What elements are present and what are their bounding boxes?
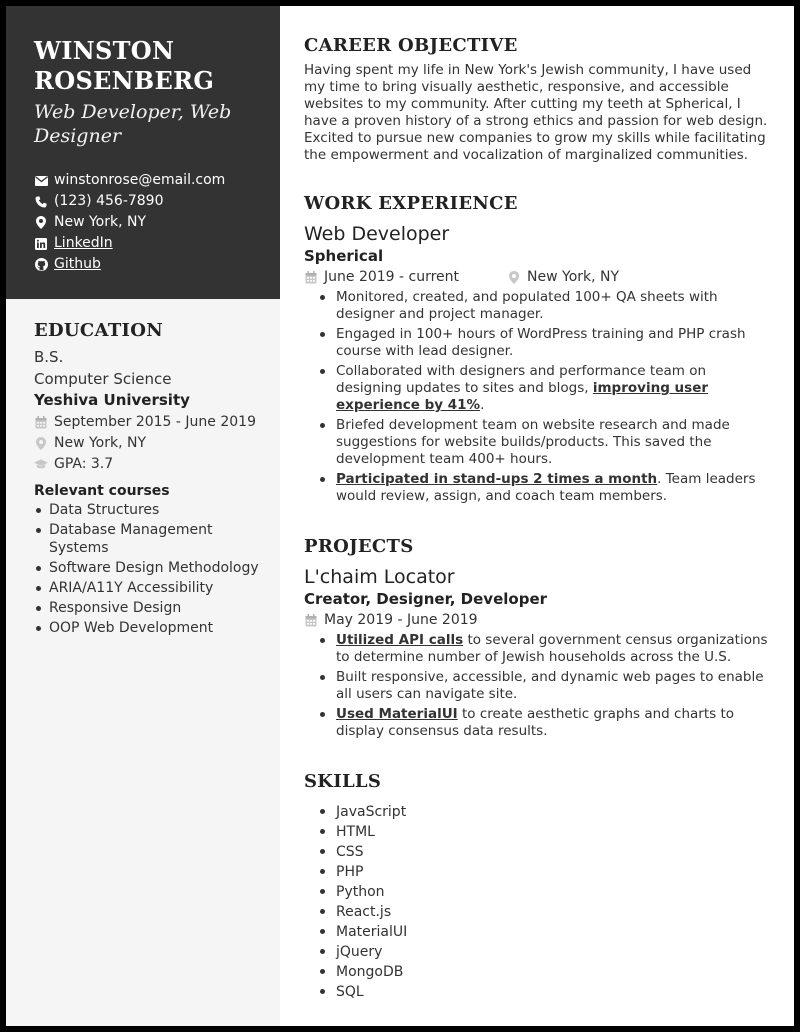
skill-item: HTML xyxy=(320,822,774,842)
skill-item: JavaScript xyxy=(320,802,774,822)
github-link[interactable]: Github xyxy=(54,256,101,272)
calendar-icon xyxy=(34,415,48,429)
linkedin-link[interactable]: LinkedIn xyxy=(54,235,113,251)
objective-text: Having spent my life in New York's Jewish community, I have used my time to bring visually aesthetic, responsive, and accessible websites to my community. After cutting my teeth at Spherical, I have a proven history of a strong ethics and passion for web design. Excited to pursue new companies to grow my skills while facilitating the empowerment and vocalization of marginalized communities. xyxy=(304,62,768,163)
bullet-text: Collaborated with designers and performance team on designing updates to sites and blogs, xyxy=(336,363,707,396)
job-bullet: Engaged in 100+ hours of WordPress training and PHP crash course with lead designer. xyxy=(320,326,774,360)
course-item: Database Management Systems xyxy=(34,521,264,557)
education-gpa xyxy=(34,454,264,475)
map-pin-icon xyxy=(34,216,48,230)
skill-item: Python xyxy=(320,882,774,902)
skills-list xyxy=(304,802,774,1002)
job-bullet: Monitored, created, and populated 100+ QA sheets with designer and project manager. xyxy=(320,289,774,323)
contact-github[interactable] xyxy=(34,254,264,275)
contact-email xyxy=(34,170,264,191)
highlight-link[interactable]: Utilized API calls xyxy=(336,632,464,648)
phone-text: (123) 456-7890 xyxy=(54,193,164,209)
candidate-name: WINSTON ROSENBERG xyxy=(34,36,215,95)
skill-item: jQuery xyxy=(320,942,774,962)
skill-item: PHP xyxy=(320,862,774,882)
job-bullet xyxy=(320,471,774,505)
skill-item: CSS xyxy=(320,842,774,862)
course-item: OOP Web Development xyxy=(34,619,264,637)
header-box xyxy=(6,6,280,299)
contact-list xyxy=(34,170,264,275)
education-heading: EDUCATION xyxy=(34,320,163,341)
bullet-text: to create aesthetic graphs and charts to display consensus data results. xyxy=(336,706,734,739)
github-icon xyxy=(34,258,48,272)
project-role: Creator, Designer, Developer xyxy=(304,590,548,608)
bullet-text: . Team leaders would review, assign, and coach team members. xyxy=(336,471,756,504)
skill-item: React.js xyxy=(320,902,774,922)
resume-page xyxy=(6,6,794,1026)
highlight-link[interactable]: Participated in stand-ups 2 times a month xyxy=(336,471,658,487)
field-of-study: Computer Science xyxy=(34,369,172,388)
project-bullet: Built responsive, accessible, and dynamic web pages to enable all users can navigate site. xyxy=(320,669,774,703)
projects-heading: PROJECTS xyxy=(304,536,414,557)
envelope-icon xyxy=(34,174,48,188)
course-item: Software Design Methodology xyxy=(34,559,264,577)
projects-section xyxy=(304,535,774,740)
calendar-icon xyxy=(304,613,318,627)
education-section xyxy=(6,299,280,637)
courses-title: Relevant courses xyxy=(34,482,170,499)
contact-location xyxy=(34,212,264,233)
job-location: New York, NY xyxy=(527,269,620,285)
contact-phone xyxy=(34,191,264,212)
education-location xyxy=(34,433,264,454)
job-dates: June 2019 - current xyxy=(324,269,460,285)
skill-item: MaterialUI xyxy=(320,922,774,942)
graduation-cap-icon xyxy=(34,457,48,471)
project-bullets xyxy=(304,632,774,740)
highlight-link[interactable]: Used MaterialUI xyxy=(336,706,458,722)
job-bullet xyxy=(320,363,774,414)
education-location-text: New York, NY xyxy=(54,434,147,451)
project-meta xyxy=(304,610,774,630)
objective-heading: CAREER OBJECTIVE xyxy=(304,35,518,56)
project-dates: May 2019 - June 2019 xyxy=(324,612,478,628)
job-meta xyxy=(304,267,774,287)
school-name: Yeshiva University xyxy=(34,391,190,409)
course-item: ARIA/A11Y Accessibility xyxy=(34,579,264,597)
highlight-link[interactable]: improving user experience by 41% xyxy=(336,380,709,413)
map-pin-icon xyxy=(507,270,521,284)
education-dates-text: September 2015 - June 2019 xyxy=(54,413,256,430)
email-text: winstonrose@email.com xyxy=(54,172,226,188)
map-pin-icon xyxy=(34,436,48,450)
course-item: Responsive Design xyxy=(34,599,264,617)
skills-heading: SKILLS xyxy=(304,771,382,792)
course-item: Data Structures xyxy=(34,501,264,519)
skill-item: SQL xyxy=(320,982,774,1002)
calendar-icon xyxy=(304,270,318,284)
skills-section xyxy=(304,770,774,1002)
gpa-text: GPA: 3.7 xyxy=(54,455,114,472)
bullet-text: . xyxy=(480,397,485,413)
linkedin-icon xyxy=(34,237,48,251)
job-bullet: Briefed development team on website research and made suggestions for website builds/products. This saved the development team 400+ hours. xyxy=(320,417,774,468)
objective-section xyxy=(304,34,774,164)
degree: B.S. xyxy=(34,348,64,366)
job-title: Web Developer xyxy=(304,223,450,245)
bullet-text: to several government census organizations to determine number of Jewish households across the U.S. xyxy=(336,632,768,665)
project-name: L'chaim Locator xyxy=(304,566,455,588)
course-list xyxy=(34,501,264,637)
job-bullets xyxy=(304,289,774,505)
skill-item: MongoDB xyxy=(320,962,774,982)
education-dates xyxy=(34,412,264,433)
company-name: Spherical xyxy=(304,247,384,265)
contact-linkedin[interactable] xyxy=(34,233,264,254)
experience-heading: WORK EXPERIENCE xyxy=(304,193,518,214)
project-bullet xyxy=(320,706,774,740)
candidate-title: Web Developer, Web Designer xyxy=(34,101,232,147)
main-column xyxy=(280,6,794,1026)
location-text: New York, NY xyxy=(54,214,147,230)
experience-section xyxy=(304,192,774,505)
sidebar xyxy=(6,6,280,1026)
project-bullet xyxy=(320,632,774,666)
phone-icon xyxy=(34,195,48,209)
